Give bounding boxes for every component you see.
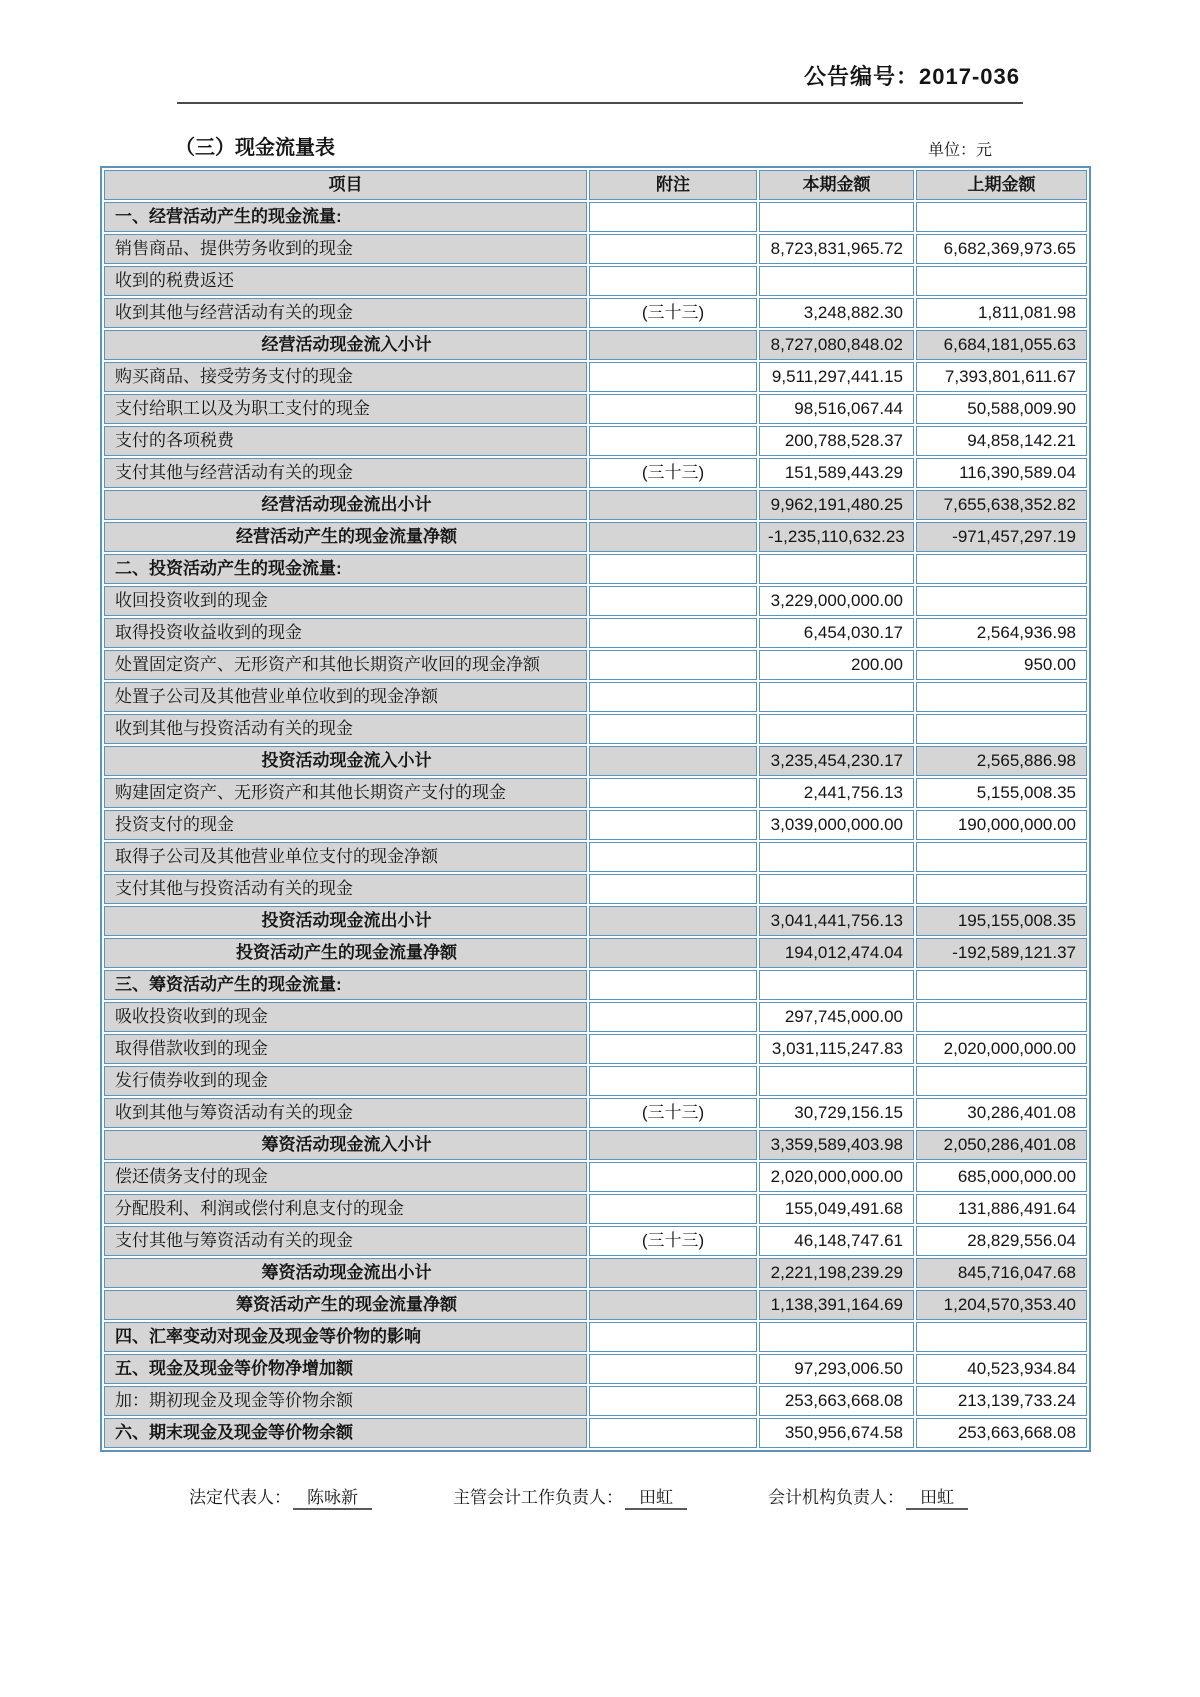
prior-amount-cell: 7,655,638,352.82	[916, 490, 1087, 520]
prior-amount-cell: 40,523,934.84	[916, 1354, 1087, 1384]
current-amount-cell	[759, 1322, 914, 1352]
note-cell	[589, 1354, 757, 1384]
item-cell: 支付其他与筹资活动有关的现金	[104, 1226, 587, 1256]
prior-amount-cell: 685,000,000.00	[916, 1162, 1087, 1192]
current-amount-cell: 8,727,080,848.02	[759, 330, 914, 360]
note-cell	[589, 682, 757, 712]
note-cell	[589, 426, 757, 456]
header-note: 附注	[589, 170, 757, 200]
note-cell	[589, 778, 757, 808]
note-cell	[589, 842, 757, 872]
cashflow-table	[100, 166, 1091, 1452]
title-bar	[100, 131, 1087, 160]
signature-legal-representative	[189, 1483, 372, 1510]
table-row	[104, 970, 1087, 1000]
prior-amount-cell: 190,000,000.00	[916, 810, 1087, 840]
prior-amount-cell: 1,811,081.98	[916, 298, 1087, 328]
note-cell	[589, 970, 757, 1000]
current-amount-cell: 151,589,443.29	[759, 458, 914, 488]
prior-amount-cell: 116,390,589.04	[916, 458, 1087, 488]
prior-amount-cell: 195,155,008.35	[916, 906, 1087, 936]
prior-amount-cell: 30,286,401.08	[916, 1098, 1087, 1128]
table-row	[104, 1418, 1087, 1448]
item-cell: 吸收投资收到的现金	[104, 1002, 587, 1032]
prior-amount-cell	[916, 1066, 1087, 1096]
prior-amount-cell	[916, 586, 1087, 616]
item-cell: 销售商品、提供劳务收到的现金	[104, 234, 587, 264]
current-amount-cell: 6,454,030.17	[759, 618, 914, 648]
note-cell: (三十三)	[589, 1098, 757, 1128]
note-cell	[589, 1066, 757, 1096]
table-row	[104, 650, 1087, 680]
item-cell: 支付给职工以及为职工支付的现金	[104, 394, 587, 424]
legal-rep-label: 法定代表人：	[189, 1488, 291, 1507]
table-row	[104, 1194, 1087, 1224]
table-row	[104, 810, 1087, 840]
current-amount-cell: 3,359,589,403.98	[759, 1130, 914, 1160]
prior-amount-cell: 5,155,008.35	[916, 778, 1087, 808]
unit-label: 单位：元	[927, 142, 992, 159]
note-cell: (三十三)	[589, 298, 757, 328]
note-cell	[589, 1258, 757, 1288]
item-cell: 收到其他与筹资活动有关的现金	[104, 1098, 587, 1128]
table-row	[104, 490, 1087, 520]
item-cell: 一、经营活动产生的现金流量:	[104, 202, 587, 232]
current-amount-cell: 253,663,668.08	[759, 1386, 914, 1416]
signature-row	[189, 1483, 968, 1510]
note-cell	[589, 394, 757, 424]
current-amount-cell: 3,039,000,000.00	[759, 810, 914, 840]
item-cell: 五、现金及现金等价物净增加额	[104, 1354, 587, 1384]
note-cell	[589, 874, 757, 904]
item-cell: 支付的各项税费	[104, 426, 587, 456]
prior-amount-cell: 28,829,556.04	[916, 1226, 1087, 1256]
item-cell: 经营活动现金流入小计	[104, 330, 587, 360]
item-cell: 四、汇率变动对现金及现金等价物的影响	[104, 1322, 587, 1352]
prior-amount-cell	[916, 842, 1087, 872]
current-amount-cell: 8,723,831,965.72	[759, 234, 914, 264]
item-cell: 收到其他与投资活动有关的现金	[104, 714, 587, 744]
item-cell: 收到其他与经营活动有关的现金	[104, 298, 587, 328]
prior-amount-cell: 131,886,491.64	[916, 1194, 1087, 1224]
note-cell	[589, 1418, 757, 1448]
prior-amount-cell: 2,564,936.98	[916, 618, 1087, 648]
current-amount-cell	[759, 874, 914, 904]
item-cell: 处置子公司及其他营业单位收到的现金净额	[104, 682, 587, 712]
current-amount-cell: 200.00	[759, 650, 914, 680]
note-cell	[589, 618, 757, 648]
note-cell	[589, 266, 757, 296]
prior-amount-cell: 6,684,181,055.63	[916, 330, 1087, 360]
table-row	[104, 1354, 1087, 1384]
prior-amount-cell: 1,204,570,353.40	[916, 1290, 1087, 1320]
note-cell	[589, 586, 757, 616]
table-row	[104, 586, 1087, 616]
note-cell	[589, 490, 757, 520]
prior-amount-cell	[916, 266, 1087, 296]
note-cell	[589, 1322, 757, 1352]
note-cell	[589, 746, 757, 776]
item-cell: 筹资活动产生的现金流量净额	[104, 1290, 587, 1320]
prior-amount-cell	[916, 970, 1087, 1000]
table-row	[104, 842, 1087, 872]
note-cell	[589, 714, 757, 744]
table-row	[104, 1034, 1087, 1064]
table-row	[104, 1066, 1087, 1096]
note-cell	[589, 1386, 757, 1416]
item-cell: 投资活动现金流入小计	[104, 746, 587, 776]
note-cell	[589, 1290, 757, 1320]
prior-amount-cell: 253,663,668.08	[916, 1418, 1087, 1448]
item-cell: 分配股利、利润或偿付利息支付的现金	[104, 1194, 587, 1224]
prior-amount-cell	[916, 1002, 1087, 1032]
item-cell: 六、期末现金及现金等价物余额	[104, 1418, 587, 1448]
note-cell: (三十三)	[589, 1226, 757, 1256]
table-row	[104, 1290, 1087, 1320]
note-cell	[589, 234, 757, 264]
note-cell	[589, 906, 757, 936]
current-amount-cell: -1,235,110,632.23	[759, 522, 914, 552]
table-row	[104, 362, 1087, 392]
current-amount-cell: 297,745,000.00	[759, 1002, 914, 1032]
current-amount-cell	[759, 202, 914, 232]
signature-accounting-head	[453, 1483, 687, 1510]
table-header-row	[104, 170, 1087, 200]
item-cell: 投资活动现金流出小计	[104, 906, 587, 936]
prior-amount-cell: -971,457,297.19	[916, 522, 1087, 552]
note-cell	[589, 522, 757, 552]
current-amount-cell: 350,956,674.58	[759, 1418, 914, 1448]
table-row	[104, 266, 1087, 296]
header-current-amount: 本期金额	[759, 170, 914, 200]
prior-amount-cell	[916, 714, 1087, 744]
current-amount-cell: 97,293,006.50	[759, 1354, 914, 1384]
note-cell	[589, 1162, 757, 1192]
table-row	[104, 906, 1087, 936]
current-amount-cell: 30,729,156.15	[759, 1098, 914, 1128]
item-cell: 购建固定资产、无形资产和其他长期资产支付的现金	[104, 778, 587, 808]
table-row	[104, 1258, 1087, 1288]
item-cell: 取得借款收到的现金	[104, 1034, 587, 1064]
note-cell: (三十三)	[589, 458, 757, 488]
current-amount-cell: 2,441,756.13	[759, 778, 914, 808]
prior-amount-cell: 2,050,286,401.08	[916, 1130, 1087, 1160]
note-cell	[589, 650, 757, 680]
prior-amount-cell	[916, 202, 1087, 232]
item-cell: 处置固定资产、无形资产和其他长期资产收回的现金净额	[104, 650, 587, 680]
note-cell	[589, 554, 757, 584]
prior-amount-cell: 6,682,369,973.65	[916, 234, 1087, 264]
header-item: 项目	[104, 170, 587, 200]
table-row	[104, 682, 1087, 712]
prior-amount-cell: 2,565,886.98	[916, 746, 1087, 776]
current-amount-cell: 3,248,882.30	[759, 298, 914, 328]
table-row	[104, 938, 1087, 968]
current-amount-cell	[759, 970, 914, 1000]
note-cell	[589, 362, 757, 392]
announcement-number: 公告编号：2017-036	[804, 64, 1020, 89]
prior-amount-cell: -192,589,121.37	[916, 938, 1087, 968]
current-amount-cell: 2,020,000,000.00	[759, 1162, 914, 1192]
prior-amount-cell	[916, 682, 1087, 712]
current-amount-cell: 3,235,454,230.17	[759, 746, 914, 776]
current-amount-cell	[759, 1066, 914, 1096]
note-cell	[589, 810, 757, 840]
item-cell: 经营活动现金流出小计	[104, 490, 587, 520]
item-cell: 支付其他与投资活动有关的现金	[104, 874, 587, 904]
table-row	[104, 1322, 1087, 1352]
table-row	[104, 746, 1087, 776]
prior-amount-cell: 94,858,142.21	[916, 426, 1087, 456]
table-row	[104, 202, 1087, 232]
legal-rep-name: 陈咏新	[293, 1483, 372, 1510]
prior-amount-cell: 7,393,801,611.67	[916, 362, 1087, 392]
item-cell: 筹资活动现金流出小计	[104, 1258, 587, 1288]
header-prior-amount: 上期金额	[916, 170, 1087, 200]
prior-amount-cell: 50,588,009.90	[916, 394, 1087, 424]
note-cell	[589, 1130, 757, 1160]
table-row	[104, 298, 1087, 328]
table-row	[104, 1226, 1087, 1256]
note-cell	[589, 1194, 757, 1224]
table-row	[104, 522, 1087, 552]
item-cell: 购买商品、接受劳务支付的现金	[104, 362, 587, 392]
note-cell	[589, 202, 757, 232]
table-row	[104, 1386, 1087, 1416]
table-row	[104, 1098, 1087, 1128]
current-amount-cell: 3,031,115,247.83	[759, 1034, 914, 1064]
note-cell	[589, 1002, 757, 1032]
current-amount-cell: 9,511,297,441.15	[759, 362, 914, 392]
prior-amount-cell	[916, 1322, 1087, 1352]
current-amount-cell: 2,221,198,239.29	[759, 1258, 914, 1288]
current-amount-cell: 3,229,000,000.00	[759, 586, 914, 616]
item-cell: 投资活动产生的现金流量净额	[104, 938, 587, 968]
table-row	[104, 778, 1087, 808]
prior-amount-cell: 2,020,000,000.00	[916, 1034, 1087, 1064]
item-cell: 取得投资收益收到的现金	[104, 618, 587, 648]
current-amount-cell: 1,138,391,164.69	[759, 1290, 914, 1320]
current-amount-cell: 3,041,441,756.13	[759, 906, 914, 936]
table-row	[104, 714, 1087, 744]
item-cell: 经营活动产生的现金流量净额	[104, 522, 587, 552]
current-amount-cell: 9,962,191,480.25	[759, 490, 914, 520]
current-amount-cell	[759, 842, 914, 872]
prior-amount-cell	[916, 874, 1087, 904]
current-amount-cell: 46,148,747.61	[759, 1226, 914, 1256]
accounting-org-name: 田虹	[906, 1483, 968, 1510]
table-row	[104, 1162, 1087, 1192]
item-cell: 收到的税费返还	[104, 266, 587, 296]
item-cell: 筹资活动现金流入小计	[104, 1130, 587, 1160]
table-row	[104, 458, 1087, 488]
current-amount-cell: 200,788,528.37	[759, 426, 914, 456]
table-row	[104, 426, 1087, 456]
current-amount-cell	[759, 554, 914, 584]
item-cell: 支付其他与经营活动有关的现金	[104, 458, 587, 488]
item-cell: 二、投资活动产生的现金流量:	[104, 554, 587, 584]
item-cell: 偿还债务支付的现金	[104, 1162, 587, 1192]
current-amount-cell: 155,049,491.68	[759, 1194, 914, 1224]
note-cell	[589, 330, 757, 360]
table-row	[104, 1130, 1087, 1160]
signature-accounting-org	[768, 1483, 968, 1510]
note-cell	[589, 1034, 757, 1064]
current-amount-cell	[759, 682, 914, 712]
accounting-org-label: 会计机构负责人：	[768, 1488, 904, 1507]
item-cell: 三、筹资活动产生的现金流量:	[104, 970, 587, 1000]
note-cell	[589, 938, 757, 968]
current-amount-cell	[759, 266, 914, 296]
prior-amount-cell: 950.00	[916, 650, 1087, 680]
accounting-head-name: 田虹	[625, 1483, 687, 1510]
table-row	[104, 394, 1087, 424]
table-row	[104, 554, 1087, 584]
prior-amount-cell: 213,139,733.24	[916, 1386, 1087, 1416]
item-cell: 发行债券收到的现金	[104, 1066, 587, 1096]
table-row	[104, 1002, 1087, 1032]
current-amount-cell: 194,012,474.04	[759, 938, 914, 968]
table-row	[104, 330, 1087, 360]
item-cell: 收回投资收到的现金	[104, 586, 587, 616]
page-title: （三）现金流量表	[175, 137, 335, 159]
current-amount-cell: 98,516,067.44	[759, 394, 914, 424]
prior-amount-cell	[916, 554, 1087, 584]
current-amount-cell	[759, 714, 914, 744]
table-row	[104, 234, 1087, 264]
prior-amount-cell: 845,716,047.68	[916, 1258, 1087, 1288]
header-rule	[177, 102, 1023, 104]
table-row	[104, 618, 1087, 648]
table-row	[104, 874, 1087, 904]
item-cell: 加：期初现金及现金等价物余额	[104, 1386, 587, 1416]
item-cell: 取得子公司及其他营业单位支付的现金净额	[104, 842, 587, 872]
cashflow-table-body	[104, 202, 1087, 1448]
accounting-head-label: 主管会计工作负责人：	[453, 1488, 623, 1507]
item-cell: 投资支付的现金	[104, 810, 587, 840]
